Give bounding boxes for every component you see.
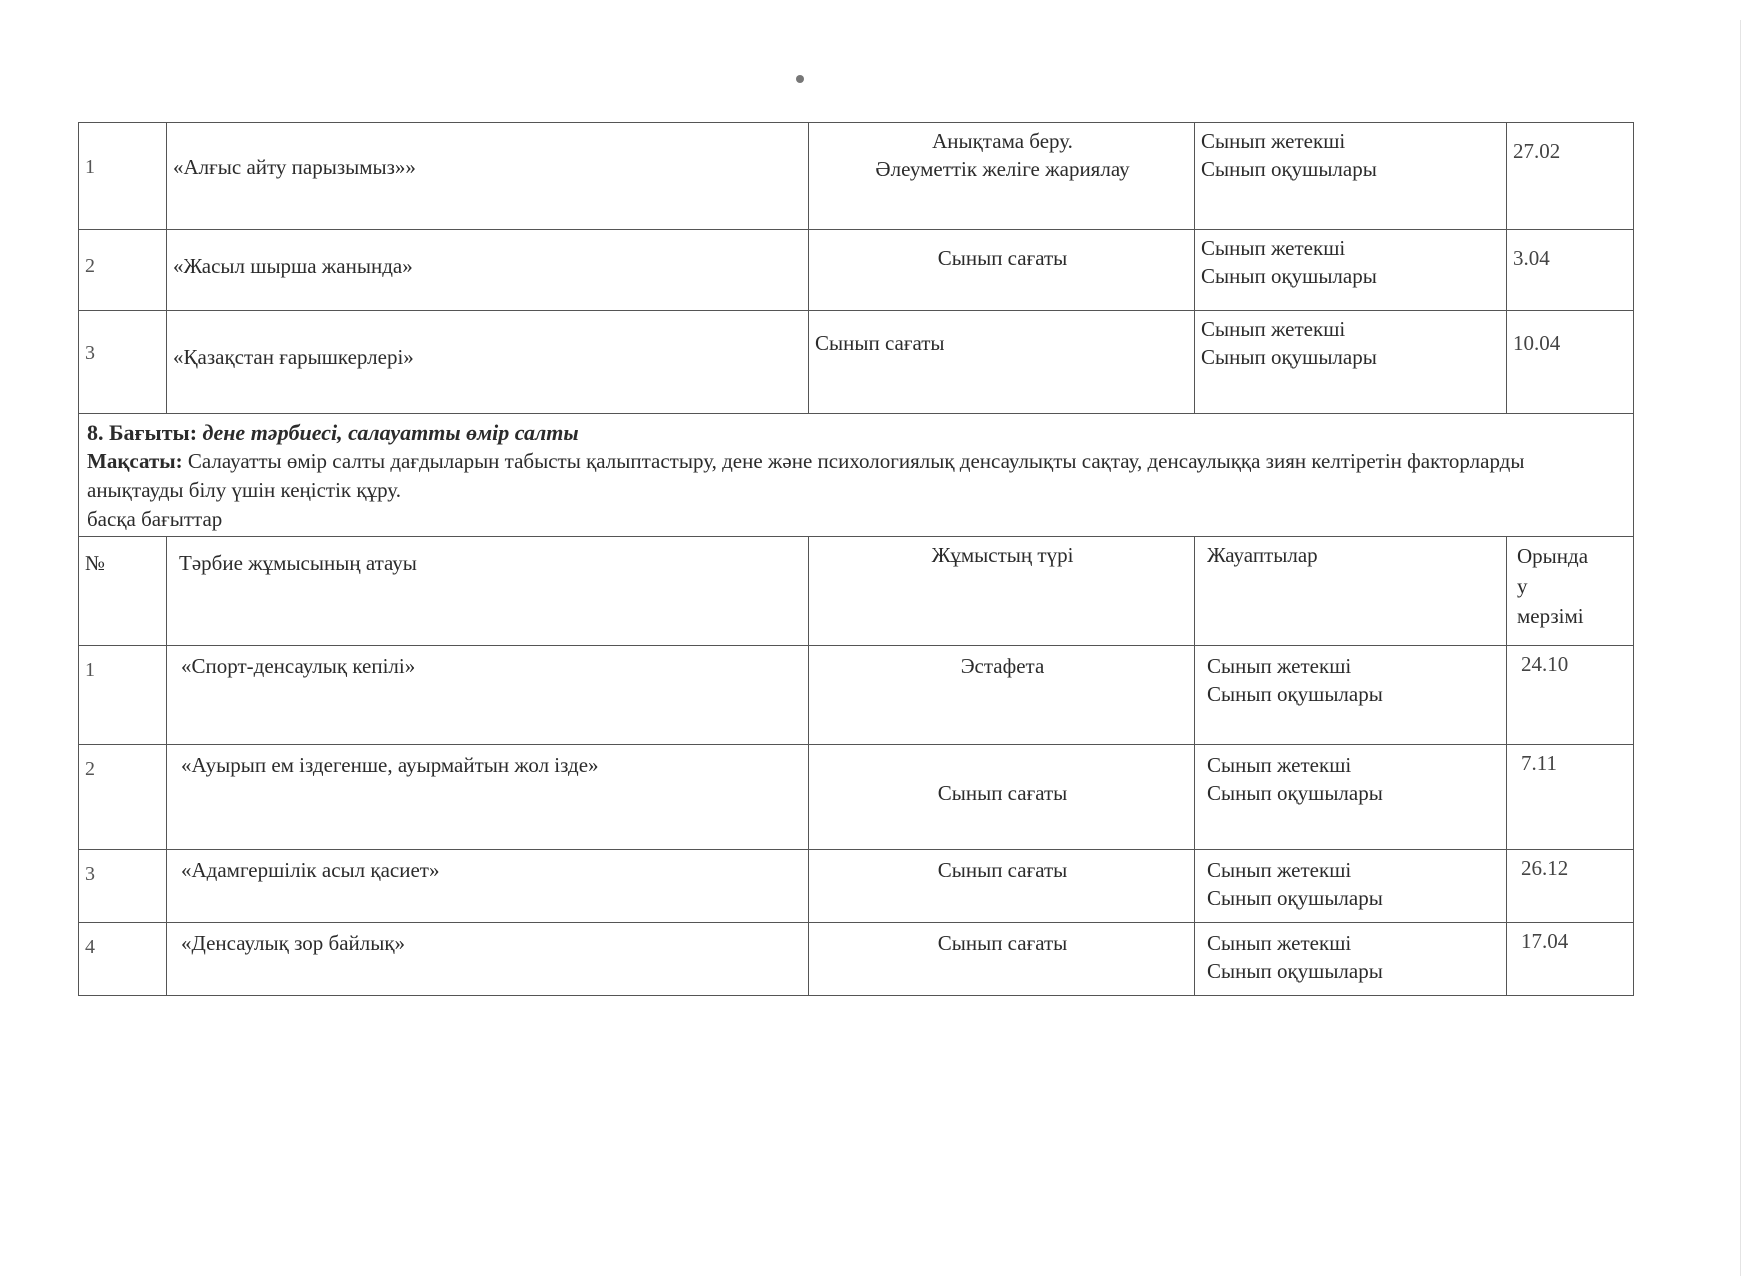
page-edge-line <box>1740 20 1741 1276</box>
work-type: Сынып сағаты <box>809 311 1195 414</box>
due-date: 24.10 <box>1507 646 1634 745</box>
goal-text: Салауатты өмір салты дағдыларын табысты қалыптастыру, дене және психологиялық денсаулықты сақтау, денсаулыққа зиян келтіретін факторларды анықтауды білу үшін кеңістік құру. <box>87 449 1525 502</box>
header-responsible: Жауаптылар <box>1195 537 1507 646</box>
header-title: Тәрбие жұмысының атауы <box>167 537 809 646</box>
table-row <box>79 850 1634 923</box>
due-date: 26.12 <box>1507 850 1634 923</box>
direction-line <box>87 418 1625 447</box>
row-number: 4 <box>79 923 167 996</box>
row-number: 3 <box>79 311 167 414</box>
event-title: «Қазақстан ғарышкерлері» <box>167 311 809 414</box>
table-row <box>79 311 1634 414</box>
section-cell <box>79 414 1634 537</box>
event-title: «Адамгершілік асыл қасиет» <box>167 850 809 923</box>
work-type: Сынып сағаты <box>809 745 1195 850</box>
scan-speck <box>796 75 804 83</box>
work-type: Сынып сағаты <box>809 850 1195 923</box>
responsible: Сынып жетекші Сынып оқушылары <box>1195 923 1507 996</box>
row-number: 2 <box>79 745 167 850</box>
responsible: Сынып жетекші Сынып оқушылары <box>1195 123 1507 230</box>
work-type: Сынып сағаты <box>809 923 1195 996</box>
event-title: «Жасыл шырша жанында» <box>167 230 809 311</box>
responsible: Сынып жетекші Сынып оқушылары <box>1195 311 1507 414</box>
due-date: 27.02 <box>1507 123 1634 230</box>
due-date: 3.04 <box>1507 230 1634 311</box>
table-row <box>79 123 1634 230</box>
due-date: 17.04 <box>1507 923 1634 996</box>
other-directions: басқа бағыттар <box>87 507 223 531</box>
table-row <box>79 230 1634 311</box>
work-type: Сынып сағаты <box>809 230 1195 311</box>
responsible: Сынып жетекші Сынып оқушылары <box>1195 646 1507 745</box>
goal-label: Мақсаты: <box>87 449 183 473</box>
event-title: «Ауырып ем іздегенше, ауырмайтын жол ізде» <box>167 745 809 850</box>
table-row <box>79 646 1634 745</box>
direction-label: 8. Бағыты: <box>87 420 198 445</box>
event-title: «Спорт-денсаулық кепілі» <box>167 646 809 745</box>
table-header-row <box>79 537 1634 646</box>
responsible: Сынып жетекші Сынып оқушылары <box>1195 230 1507 311</box>
responsible: Сынып жетекші Сынып оқушылары <box>1195 850 1507 923</box>
work-type: Анықтама беру. Әлеуметтік желіге жариялау <box>809 123 1195 230</box>
goal-line <box>87 447 1625 505</box>
header-number: № <box>79 537 167 646</box>
row-number: 3 <box>79 850 167 923</box>
work-plan-table <box>78 122 1634 996</box>
section-block <box>79 414 1634 537</box>
table-row <box>79 923 1634 996</box>
header-type: Жұмыстың түрі <box>809 537 1195 646</box>
header-due-date: Орында у мерзімі <box>1507 537 1634 646</box>
responsible: Сынып жетекші Сынып оқушылары <box>1195 745 1507 850</box>
due-date: 10.04 <box>1507 311 1634 414</box>
table-row <box>79 745 1634 850</box>
row-number: 2 <box>79 230 167 311</box>
row-number: 1 <box>79 123 167 230</box>
direction-value: дене тәрбиесі, салауатты өмір салты <box>202 420 579 445</box>
due-date: 7.11 <box>1507 745 1634 850</box>
work-type: Эстафета <box>809 646 1195 745</box>
row-number: 1 <box>79 646 167 745</box>
event-title: «Денсаулық зор байлық» <box>167 923 809 996</box>
event-title: «Алғыс айту парызымыз»» <box>167 123 809 230</box>
